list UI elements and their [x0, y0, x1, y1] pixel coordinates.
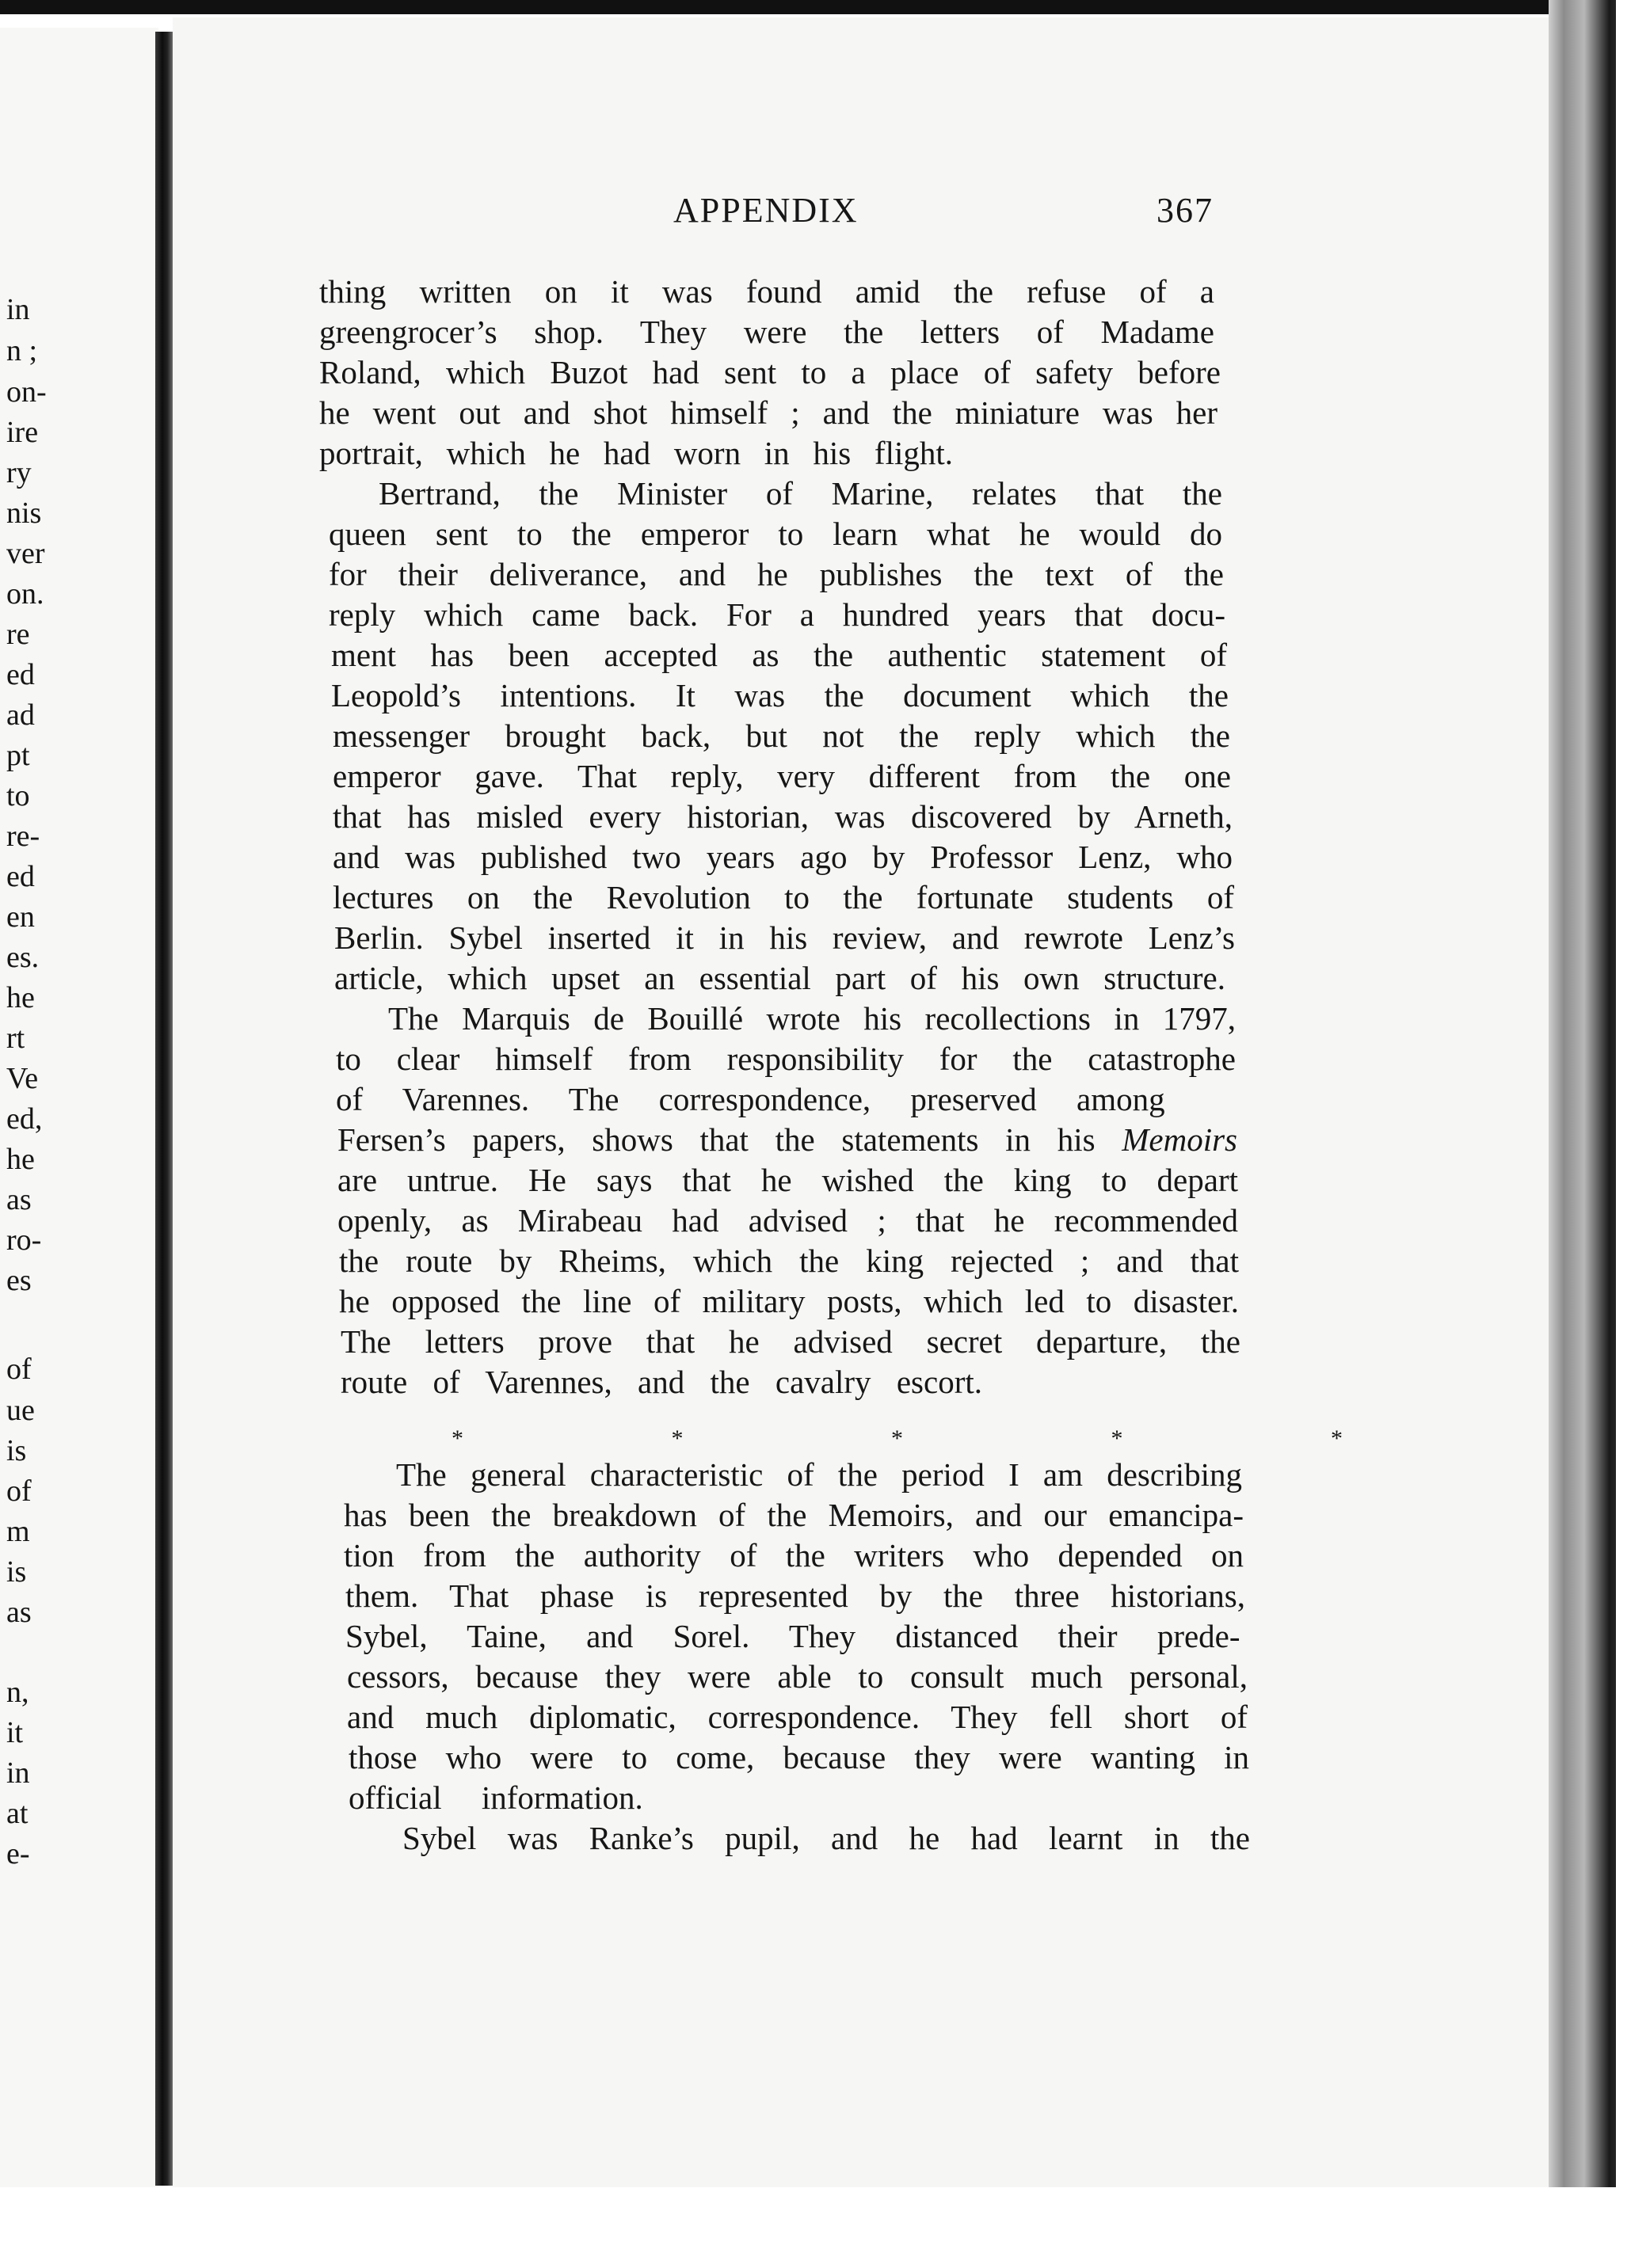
facing-fragment: ed [6, 658, 35, 691]
facing-fragment: ue [6, 1394, 35, 1427]
facing-fragment: he [6, 981, 35, 1014]
facing-fragment: ro- [6, 1223, 42, 1257]
text-line: has been the breakdown of the Memoirs, and our emancipa- [344, 1497, 1244, 1533]
facing-fragment: at [6, 1797, 29, 1830]
text-line: route of Varennes, and the cavalry escort. [341, 1364, 982, 1400]
facing-fragment: is [6, 1434, 27, 1467]
text-line: to clear himself from responsibility for the catastrophe [336, 1041, 1236, 1077]
facing-fragment: nis [6, 497, 42, 530]
facing-fragment: on- [6, 375, 47, 409]
text-line: The Marquis de Bouillé wrote his recollections in 1797, [388, 1000, 1236, 1037]
text-line: thing written on it was found amid the refuse of a [319, 273, 1214, 310]
facing-fragment: as [6, 1596, 32, 1629]
text-line: Sybel was Ranke’s pupil, and he had learnt in the [402, 1820, 1250, 1856]
facing-fragment: e- [6, 1837, 30, 1870]
section-break [452, 1425, 1390, 1452]
facing-fragment: pt [6, 739, 30, 772]
facing-fragment: ed [6, 860, 35, 893]
text-line: tion from the authority of the writers who depended on [344, 1537, 1244, 1574]
text-line: Roland, which Buzot had sent to a place of safety before [319, 354, 1221, 390]
text-line: The general characteristic of the period I am describing [396, 1456, 1242, 1493]
text-line: Berlin. Sybel inserted it in his review, and rewrote Lenz’s [334, 919, 1235, 956]
facing-fragment: in [6, 1756, 30, 1790]
text-line: of Varennes. The correspondence, preserved among [336, 1081, 1165, 1117]
facing-fragment: n ; [6, 334, 38, 367]
facing-fragment: m [6, 1515, 30, 1548]
facing-fragment: ed, [6, 1102, 43, 1136]
facing-fragment: to [6, 779, 30, 812]
scan-bottom-margin [0, 2187, 1650, 2268]
text-line: he opposed the line of military posts, which led to disaster. [339, 1283, 1239, 1319]
facing-fragment: Ve [6, 1062, 39, 1095]
facing-fragment: rt [6, 1022, 25, 1055]
facing-fragment: ire [6, 416, 39, 449]
text-line: he went out and shot himself ; and the miniature was her [319, 394, 1217, 431]
facing-fragment: on. [6, 577, 44, 611]
facing-fragment: ver [6, 537, 45, 570]
text-line: official information. [349, 1779, 643, 1816]
text-line: openly, as Mirabeau had advised ; that he recommended [337, 1202, 1238, 1239]
facing-fragment: en [6, 900, 35, 934]
text-line: cessors, because they were able to consult much personal, [347, 1658, 1248, 1695]
facing-fragment: of [6, 1353, 32, 1386]
text-line: emperor gave. That reply, very different from the one [333, 758, 1231, 794]
facing-fragment: re [6, 618, 30, 651]
text-line: The letters prove that he advised secret departure, the [341, 1323, 1240, 1360]
text-line: and much diplomatic, correspondence. They fell short of [347, 1699, 1248, 1735]
facing-fragment: of [6, 1475, 32, 1508]
text-line: Leopold’s intentions. It was the document which the [331, 677, 1229, 714]
facing-fragment: as [6, 1183, 32, 1216]
scan-right-margin [1616, 0, 1650, 2268]
text-line: messenger brought back, but not the reply which the [333, 717, 1230, 754]
text-line: lectures on the Revolution to the fortunate students of [333, 879, 1234, 915]
text-line: portrait, which he had worn in his flight. [319, 435, 953, 471]
facing-fragment: ry [6, 456, 32, 489]
facing-fragment: he [6, 1143, 35, 1176]
scan-top-border [0, 0, 1650, 14]
text-line: greengrocer’s shop. They were the letters of Madame [319, 314, 1214, 350]
italic-title: Memoirs [1122, 1121, 1237, 1158]
text-line: for their deliverance, and he publishes the text of the [329, 556, 1224, 592]
facing-fragment: n, [6, 1676, 29, 1709]
book-gutter [155, 32, 173, 2186]
facing-fragment: it [6, 1716, 24, 1749]
page-number: 367 [1157, 191, 1214, 230]
text-line: are untrue. He says that he wished the king to depart [337, 1162, 1238, 1198]
text-line: those who were to come, because they were wanting in [349, 1739, 1249, 1775]
text-line: Bertrand, the Minister of Marine, relates that the [379, 475, 1222, 512]
text-line: Fersen’s papers, shows that the statements in his Memoirs [337, 1121, 1237, 1158]
text-line: ment has been accepted as the authentic statement of [331, 637, 1227, 673]
running-head-title: APPENDIX [673, 191, 859, 230]
facing-fragment: es. [6, 941, 40, 974]
text-line: article, which upset an essential part of his own structure. [334, 960, 1225, 996]
text-line: and was published two years ago by Professor Lenz, who [333, 839, 1233, 875]
section-break-stars: * * * * * [452, 1425, 1390, 1452]
facing-fragment: is [6, 1555, 27, 1589]
facing-fragment: es [6, 1264, 32, 1297]
text-line: the route by Rheims, which the king rejected ; and that [339, 1242, 1239, 1279]
facing-fragment: in [6, 293, 30, 326]
text-line: them. That phase is represented by the three historians, [345, 1577, 1245, 1614]
text-line: reply which came back. For a hundred years that docu- [329, 596, 1225, 633]
text-line: that has misled every historian, was discovered by Arneth, [333, 798, 1233, 835]
facing-fragment: ad [6, 698, 35, 732]
text-line: Sybel, Taine, and Sorel. They distanced their prede- [345, 1618, 1240, 1654]
facing-fragment: re- [6, 820, 40, 853]
text-line: queen sent to the emperor to learn what he would do [329, 516, 1222, 552]
